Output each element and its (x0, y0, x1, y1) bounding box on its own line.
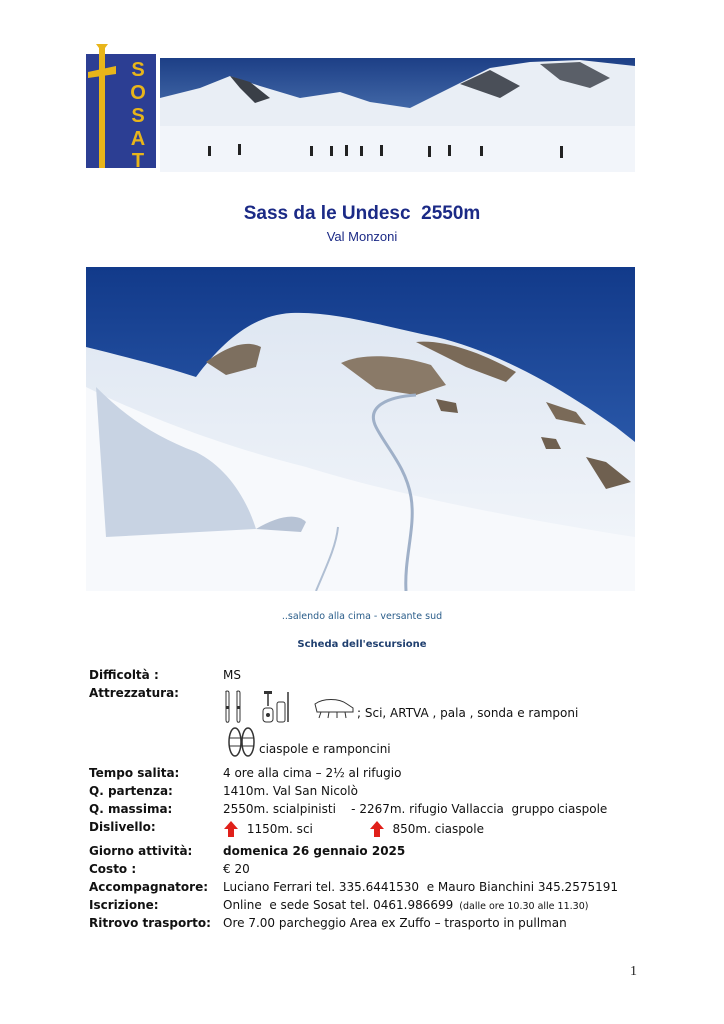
row-giorno (89, 844, 689, 862)
value-accompagnatore: Luciano Ferrari tel. 335.6441530 e Mauro Bianchini 345.2575191 (223, 880, 619, 894)
arrow-up-icon (223, 820, 239, 838)
value-difficolta: MS (223, 668, 241, 682)
excursion-details (89, 668, 689, 934)
row-difficolta (89, 668, 689, 686)
value-giorno: domenica 26 gennaio 2025 (223, 844, 406, 858)
value-q-massima: 2550m. scialpinisti - 2267m. rifugio Vallaccia gruppo ciaspole (223, 802, 608, 816)
artva-shovel-probe-icon (259, 690, 295, 724)
page-number: 1 (630, 964, 637, 979)
svg-text:S: S (131, 105, 145, 127)
row-attrezzatura-ciaspole (89, 726, 689, 766)
attrezzatura-snowshoe-text: ciaspole e ramponcini (259, 742, 391, 756)
svg-text:A: A (130, 128, 146, 150)
svg-text:O: O (130, 82, 146, 104)
iscrizione-note: (dalle ore 10.30 alle 11.30) (459, 901, 589, 912)
crampons-icon (313, 696, 357, 720)
label-difficolta: Difficoltà : (89, 668, 159, 682)
label-tempo-salita: Tempo salita: (89, 766, 180, 780)
label-q-massima: Q. massima: (89, 802, 173, 816)
row-dislivello (89, 820, 689, 844)
row-q-partenza (89, 784, 689, 802)
row-attrezzatura (89, 686, 689, 726)
label-q-partenza: Q. partenza: (89, 784, 173, 798)
value-q-partenza: 1410m. Val San Nicolò (223, 784, 358, 798)
arrow-up-icon (369, 820, 385, 838)
value-ritrovo: Ore 7.00 parcheggio Area ex Zuffo – trasporto in pullman (223, 916, 567, 930)
page-subtitle: Val Monzoni (326, 229, 398, 244)
row-q-massima (89, 802, 689, 820)
label-accompagnatore: Accompagnatore: (89, 880, 209, 894)
snowshoes-icon (227, 726, 257, 760)
row-tempo-salita (89, 766, 689, 784)
skis-icon (223, 690, 245, 724)
label-attrezzatura: Attrezzatura: (89, 686, 179, 700)
header-banner-photo (160, 58, 635, 172)
value-dislivello-ciaspole: 850m. ciaspole (392, 821, 484, 836)
attrezzatura-ski-text: ; Sci, ARTVA , pala , sonda e ramponi (357, 706, 579, 720)
photo-caption: ..salendo alla cima - versante sud (281, 611, 443, 622)
label-giorno: Giorno attività: (89, 844, 193, 858)
row-accompagnatore (89, 880, 689, 898)
value-iscrizione: Online e sede Sosat tel. 0461.986699 (223, 898, 454, 912)
row-costo (89, 862, 689, 880)
svg-text:S: S (131, 59, 145, 81)
label-ritrovo: Ritrovo trasporto: (89, 916, 211, 930)
svg-text:T: T (131, 150, 145, 172)
main-photo (86, 267, 635, 591)
label-costo: Costo : (89, 862, 137, 876)
value-tempo-salita: 4 ore alla cima – 2½ al rifugio (223, 766, 402, 780)
label-iscrizione: Iscrizione: (89, 898, 159, 912)
section-title: Scheda dell'escursione (297, 639, 427, 650)
page-title: Sass da le Undesc 2550m (243, 203, 481, 224)
row-iscrizione (89, 898, 689, 916)
value-costo: € 20 (223, 862, 250, 876)
row-ritrovo (89, 916, 689, 934)
sosat-logo (86, 44, 156, 172)
label-dislivello: Dislivello: (89, 820, 156, 834)
value-dislivello-sci: 1150m. sci (246, 821, 313, 836)
header (86, 44, 635, 172)
